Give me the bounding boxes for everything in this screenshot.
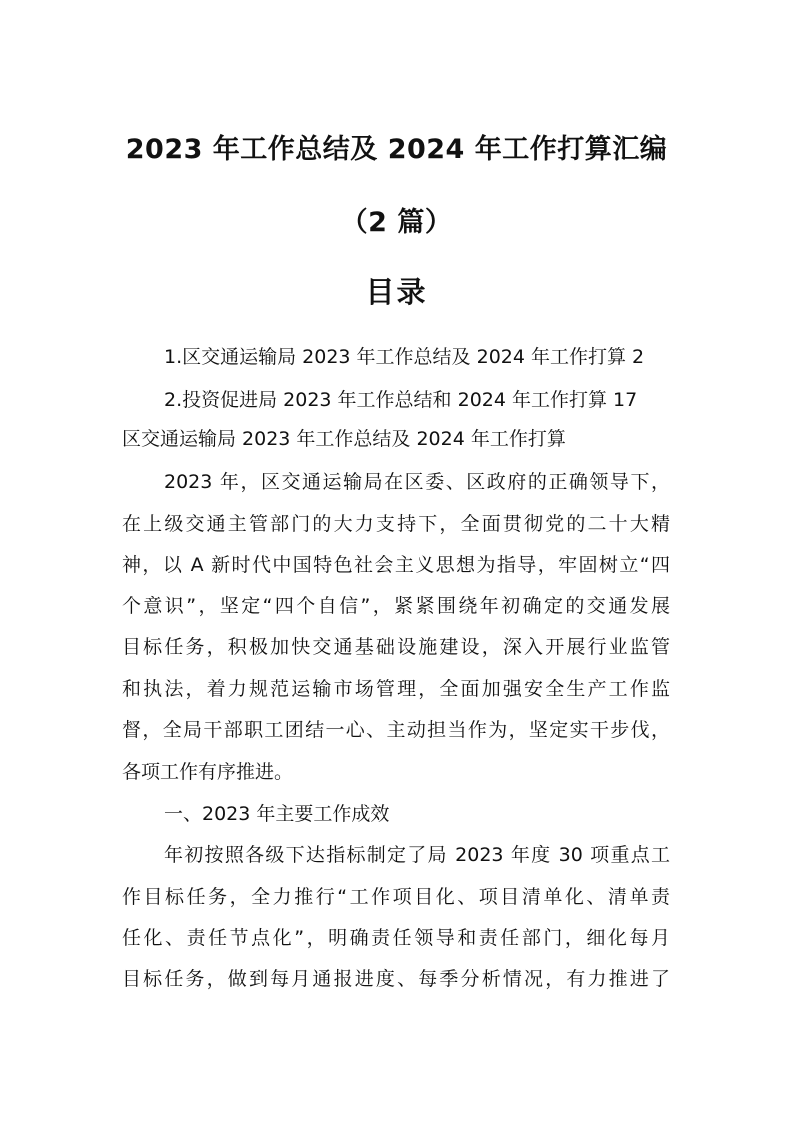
paragraph-1-line-6: 和执法，着力规范运输市场管理，全面加强安全生产工作监: [122, 678, 670, 700]
toc-entry-2[interactable]: 2.投资促进局 2023 年工作总结和 2024 年工作打算 17: [164, 389, 638, 411]
section-1-heading: 一、2023 年主要工作成效: [164, 803, 390, 825]
paragraph-1-line-7: 督，全局干部职工团结一心、主动担当作为，坚定实干步伐，: [122, 719, 670, 741]
paragraph-1-line-1: 2023 年，区交通运输局在区委、区政府的正确领导下，: [164, 471, 670, 493]
article-title: 区交通运输局 2023 年工作总结及 2024 年工作打算: [122, 428, 566, 450]
toc-entry-1[interactable]: 1.区交通运输局 2023 年工作总结及 2024 年工作打算 2: [164, 346, 645, 368]
paragraph-1-line-4: 个意识”，坚定“四个自信”，紧紧围绕年初确定的交通发展: [122, 595, 670, 617]
paragraph-2-line-3: 任化、责任节点化”，明确责任领导和责任部门，细化每月: [122, 927, 670, 949]
document-title: 2023 年工作总结及 2024 年工作打算汇编: [125, 134, 668, 165]
paragraph-2-line-1: 年初按照各级下达指标制定了局 2023 年度 30 项重点工: [164, 844, 670, 866]
paragraph-2-line-2: 作目标任务，全力推行“工作项目化、项目清单化、清单责: [122, 886, 670, 908]
document-subtitle: （2 篇）: [340, 207, 453, 238]
paragraph-1-line-8: 各项工作有序推进。: [122, 761, 294, 783]
paragraph-1-line-5: 目标任务，积极加快交通基础设施建设，深入开展行业监管: [122, 636, 670, 658]
paragraph-1-line-3: 神，以 A 新时代中国特色社会主义思想为指导，牢固树立“四: [122, 554, 670, 576]
paragraph-2-line-4: 目标任务，做到每月通报进度、每季分析情况，有力推进了: [122, 968, 670, 990]
paragraph-1-line-2: 在上级交通主管部门的大力支持下，全面贯彻党的二十大精: [122, 513, 670, 535]
toc-heading: 目录: [365, 275, 428, 309]
